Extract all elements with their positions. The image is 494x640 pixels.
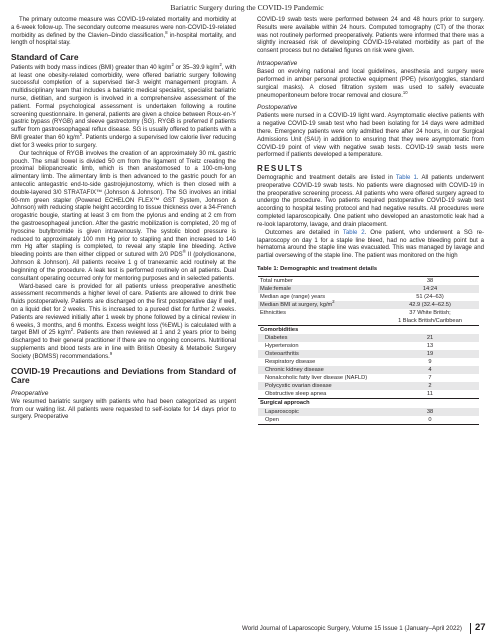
table-row: Chronic kidney disease 4 [258,366,479,374]
table-row: Median BMI at surgery, $kg/m^2$ 42.9 (32.4–62.5) [258,301,479,309]
section-heading-standard-of-care: Standard of Care [11,52,79,63]
technique-paragraph: Our technique of RYGB involves the creation of an approximately 30 mL gastric pouch. The small bowel is divided 50 cm from the ligament of Treitz creating the proximal biliopancreatic limb, which is then anastomosed to a 100-cm-long alimentary limb. The alimentary limb is then advanced to the gastric pouch for an antecolic antegastric end-to-side gastrojejunostomy, which is then closed with a double-layered 3/0 STRATAFIX™ (Johnson & Johnson). The SG involves an initial 60-mm green stapler (Powered ECHELON FLEX™ GST System, Johnson & Johnson) with reducing staple height according to tissue thickness over a 34-French orogastric bougie, starting at least 3 cm from the pylorus and ending at 2 cm from the gastroesophageal junction. After the gastric mobilization is completed, 20 mg of hyoscine butylbromide is given intravenously. The systolic blood pressure is reduced to approximately 100 mm Hg prior to stapling and then increased to 140 mm Hg after stapling is completed, to reveal any staple line bleeding. Active bleeding points are then either clipped or sutured with 2/0 PDS® II (polydioxanone, Johnson & Johnson). All patients receive 1 g of tranexamic acid routinely at the beginning of the procedure. A leak test is performed routinely on all patients. Dual consultant operating occurred only for mentoring purposes and in selected patients. [11,150,236,282]
unit-superscript: 2 [171,61,174,67]
table-caption: Table 1: Demographic and treatment details [257,265,378,272]
citation-ref: 10 [402,89,408,95]
table-row: Respiratory disease 9 [265,359,432,366]
table-row: Obstructive sleep apnea 11 [265,391,433,398]
table-row: Open 0 [258,416,479,425]
table-row: Polycystic ovarian disease 2 [258,382,479,390]
postoperative-paragraph: Patients were nursed in a COVID-19 light ward. Asymptomatic elective patients with a negative COVID-19 swab test who had been isolating for 14 days were admitted there. Emergency patients were only admitted there after 24 hours, in our Surgical Admissions Unit (SAU) in addition to ensuring that they were asymptomatic from COVID-19 point of view with negative swab tests. COVID-19 swab tests were performed if patients developed a temperature. [257,113,484,159]
registered-mark: ® [182,249,186,255]
standard-care-paragraph: Patients with body mass indices (BMI) greater than 40 $kg/m^2$ or 35–39.9 $kg/m^2$, with at least one obesity-related comorbidity, were offered bariatric surgery following successful completion of a supervised tier-3 weight management program. A multidisciplinary team that includes a bariatric medical specialist, specialist bariatric nurse, dietitian, and surgeon is involved in a comprehensive assessment of the patient. Formal psychological assessment is undertaken following a routine screening questionnaire. In general, patients are given a choice between Roux-en-Y gastric bypass (RYGB) and sleeve gastrectomy (SG). RYGB is preferred if patients suffer from gastroesophageal reflux disease. SG is usually offered to patients with a BMI greater than 60 $kg/m^2$. Patients undergo a supervised low calorie liver reducing diet for 3 weeks prior to surgery. [11,61,237,149]
table-row: Nonalcoholic fatty liver disease (NAFLD) 7 [265,375,432,382]
table-row: Total number 38 [258,276,479,285]
right-column [257,17,484,425]
outcomes-paragraph: Outcomes are detailed in Table 2. One patient, who underwent a SG re-laparoscopy on day 1 for a staple line bleed, had no active bleeding point but a hematoma around the staple line was evacuated. This was managed by lavage and partial oversewing of the staple line. The patient was monitored on the high [257,229,485,260]
table-row: Surgical approach [258,399,479,408]
section-heading-covid-precautions: COVID-19 Precautions and Deviations from Standard of Care [11,365,236,386]
table-row: Hypertension 13 [265,343,434,350]
subheading-postoperative: Postoperative [257,104,298,112]
footer-divider [470,623,471,634]
ward-care-paragraph: Ward-based care is provided for all patients unless preoperative anesthetic assessment recommends a higher level of care. Patients are allowed to drink free fluids postoperatively. Patients are discharged on the first postoperative day if well, on a liquid diet for 2 weeks. This is increased to a pureed diet for further 2 weeks. Patients are reviewed initially after 1 week by phone followed by a clinical review in 6 weeks, 3 months, and 6 months. Excess weight loss (%EWL) is calculated with a target BMI of 25 $kg/m^2$. Patients are then reviewed at 1 and 2 years prior to being discharged to their general practitioner if there are no ongoing concerns. Nutritional supplements and blood tests are in line with British Obesity & Metabolic Surgery Society (BOMSS) recommendations.$^9$ [11,283,236,360]
demographics-table [258,276,479,425]
results-paragraph: Demographic and treatment details are listed in Table 1. All patients underwent preoperative COVID-19 swab tests. No patients were diagnosed with COVID-19 in the preoperative screening process. All patients who were offered surgery agreed to undergo the procedure. Two patients required postoperative COVID-19 swab test according to hospital testing protocol and had negative results. All procedures were completed laparoscopically. One patient who developed an anastomotic leak had a re-look laparotomy, lavage, and drain placement. [257,175,484,228]
table-row: Comorbidities [258,326,479,335]
table-row: Ethnicities 37 White British; [260,309,451,316]
table-2-link[interactable]: Table 2 [342,229,365,236]
intro-paragraph: The primary outcome measure was COVID-19-related mortality and morbidity at a 6-week follow-up. The secondary outcome measures were non-COVID-19-related morbidity as defined by the Clavien–Dindo classification,$^8$ in-hospital mortality, and length of hospital stay. [11,17,236,47]
preoperative-paragraph: We resumed bariatric surgery with patients who had been categorized as urgent from our waiting list. All patients were requested to self-isolate for 14 days prior to surgery. Preoperative [11,398,236,421]
swab-test-paragraph: COVID-19 swab tests were performed between 24 and 48 hours prior to surgery. Results were available within 24 hours. Computed tomography (CT) of the thorax was not routinely performed preoperatively. Patients were informed that there was a slightly increased risk of developing COVID-19-related morbidity as part of the consent process but no detailed figures on risk were given. [257,17,484,55]
table-row: 1 Black British/Caribbean [398,318,462,324]
citation-ref: 8 [165,29,168,35]
table-row: Laparoscopic 38 [258,408,479,416]
running-header: Bariatric Surgery during the COVID-19 Pandemic [170,3,324,12]
journal-footer: World Journal of Laparoscopic Surgery, Volume 15 Issue 1 (January–April 2022) [242,625,462,632]
page-number: 27 [475,622,486,633]
table-row: Median age (range) years 51 (24–63) [260,293,444,300]
unit-superscript: 2 [219,61,222,67]
subheading-preoperative: Preoperative [11,389,49,397]
table-row: Diabetes 21 [258,334,479,342]
intraoperative-paragraph: Based on evolving national and local guidelines, anesthesia and surgery were performed in amber personal protective equipment (PPE) (visor/goggles, standard surgical masks). A closed filtration system was used to safely evacuate pneumoperitoneum before trocar removal and closure.$^{10}$ [257,69,484,99]
subheading-intraoperative: Intraoperative [257,60,298,68]
section-heading-results: RESULTS [257,164,304,174]
table-row: Male:female 14:24 [258,285,479,293]
left-column [11,17,236,422]
citation-ref: 9 [109,350,113,356]
table-1-link[interactable]: Table 1 [395,175,417,182]
unit-superscript: 2 [70,327,74,333]
unit-superscript: 2 [79,132,83,138]
table-row: Osteoarthritis 19 [258,350,479,358]
